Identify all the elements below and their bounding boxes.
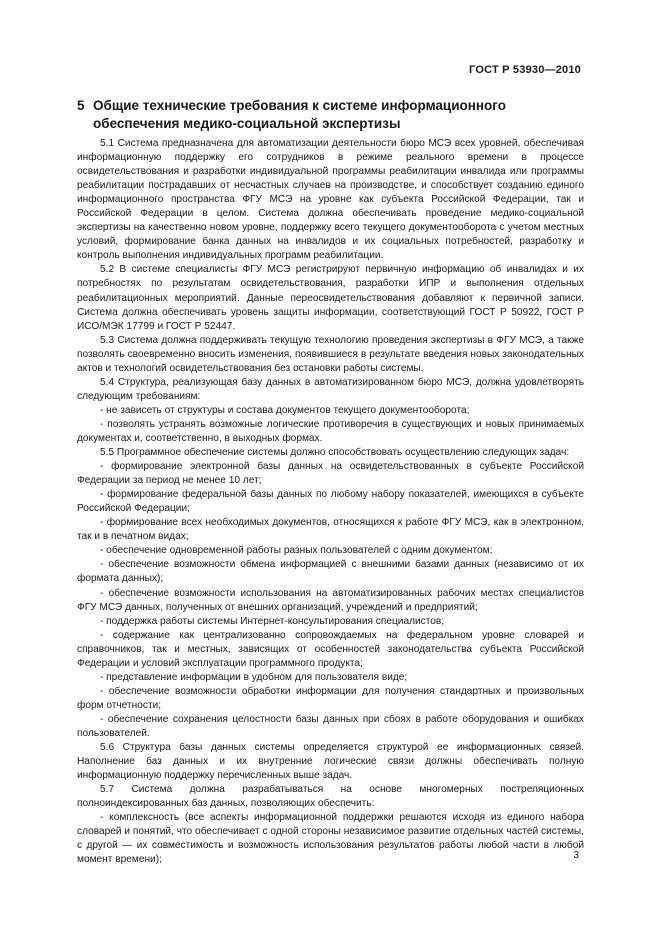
document-id: ГОСТ Р 53930—2010 [469, 64, 581, 76]
paragraph-5-4: 5.4 Структура, реализующая базу данных в автоматизированном бюро МСЭ, должна удовлетворять следующим требованиям: [77, 376, 584, 402]
list-item: - формирование электронной базы данных на освидетельствованных в субъекте Российской Федерации за период не менее 10 лет; [77, 461, 584, 487]
list-item: - представление информации в удобном для пользователя виде; [100, 671, 408, 683]
list-item: - позволять устранять возможные логические противоречия в существующих и новых принимаемых документах и, соответственно, в выходных формах. [77, 418, 584, 444]
list-item: - поддержка работы системы Интернет-консультирования специалистов; [100, 615, 445, 627]
list-item: - обеспечение одновременной работы разных пользователей с одним документом; [100, 545, 493, 557]
paragraph-5-2: 5.2 В системе специалисты ФГУ МСЭ регистрируют первичную информацию об инвалидах и их потребностях по результатам освидетельствования, разработки ИПР и выполнения отдельных реабилитационных мероприятий. Данные переосвидетельствования добавляют к первичной записи. Система должна обеспечивать уровень защиты информации, соответствующий ГОСТ Р 50922, ГОСТ Р ИСО/МЭК 17799 и ГОСТ Р 52447. [77, 264, 584, 332]
section-title-line1: Общие технические требования к системе информационного [93, 98, 506, 113]
list-item: - обеспечение возможности обработки информации для получения стандартных и произвольных форм отчетности; [77, 685, 584, 711]
section-heading [77, 97, 517, 133]
section-title-line2: обеспечения медико-социальной экспертизы [93, 116, 401, 131]
list-item: - обеспечение возможности использования на автоматизированных рабочих местах специалистов ФГУ МСЭ данных, полученных от внешних организаций, учреждений и предприятий; [77, 587, 584, 613]
paragraph-5-7: 5.7 Система должна разрабатываться на основе многомерных постреляционных полноиндексированных баз данных, позволяющих обеспечить: [77, 784, 584, 810]
section-number: 5 [77, 98, 85, 113]
list-item: - обеспечение сохранения целостности базы данных при сбоях в работе оборудования и ошибках пользователей. [77, 713, 584, 739]
section-body [77, 137, 584, 867]
list-item: - комплексность (все аспекты информационной поддержки решаются исходя из единого набора словарей и понятий, что обеспечивает с одной стороны независимое развитие отдельных частей системы, с другой — их совместимость и возможность использования результатов работы любой части в любой момент времени); [77, 812, 584, 866]
paragraph-5-5: 5.5 Программное обеспечение системы должно способствовать осуществлению следующих задач: [100, 447, 570, 459]
list-item: - формирование федеральной базы данных по любому набору показателей, имеющихся в субъекте Российской Федерации; [77, 489, 584, 515]
page-number: 3 [573, 850, 579, 861]
paragraph-5-3: 5.3 Система должна поддерживать текущую технологию проведения экспертизы в ФГУ МСЭ, а также позволять своевременно вносить изменения, появившиеся в результате введения новых законодательных актов и технологий освидетельствования без остановки работы системы. [77, 334, 584, 374]
list-item: - содержание как централизованно сопровождаемых на федеральном уровне словарей и справочников, так и местных, зависящих от особенностей законодательства субъекта Российской Федерации и условий эксплуатации программного продукта; [77, 629, 584, 669]
list-item: - не зависеть от структуры и состава документов текущего документооборота; [100, 404, 470, 416]
list-item: - обеспечение возможности обмена информацией с внешними базами данных (независимо от их формата данных); [77, 559, 584, 585]
list-item: - формирование всех необходимых документов, относящихся к работе ФГУ МСЭ, как в электронном, так и в печатном видах; [77, 517, 584, 543]
paragraph-5-6: 5.6 Структура базы данных системы определяется структурой ее информационных связей. Наполнение баз данных и их внутренние логические связи должны обеспечивать полную информационную поддержку перечисленных выше задач. [77, 742, 584, 782]
paragraph-5-1: 5.1 Система предназначена для автоматизации деятельности бюро МСЭ всех уровней, обеспечивая информационную поддержку его сотрудников в режиме реального времени в процессе освидетельствования и разработки индивидуальной программы реабилитации инвалида или программы реабилитации пострадавших от несчастных случаев на производстве, и способствует созданию единого информационного пространства ФГУ МСЭ на уровне как субъекта Российской Федерации, так и Российской Федерации в целом. Система должна обеспечивать проведение медико-социальной экспертизы на качественно новом уровне, поддержку всего текущего документооборота с учетом местных условий, формирование банка данных на инвалидов и их социальных потребностей, разработку и контроль выполнения индивидуальных программ реабилитации. [77, 138, 584, 262]
